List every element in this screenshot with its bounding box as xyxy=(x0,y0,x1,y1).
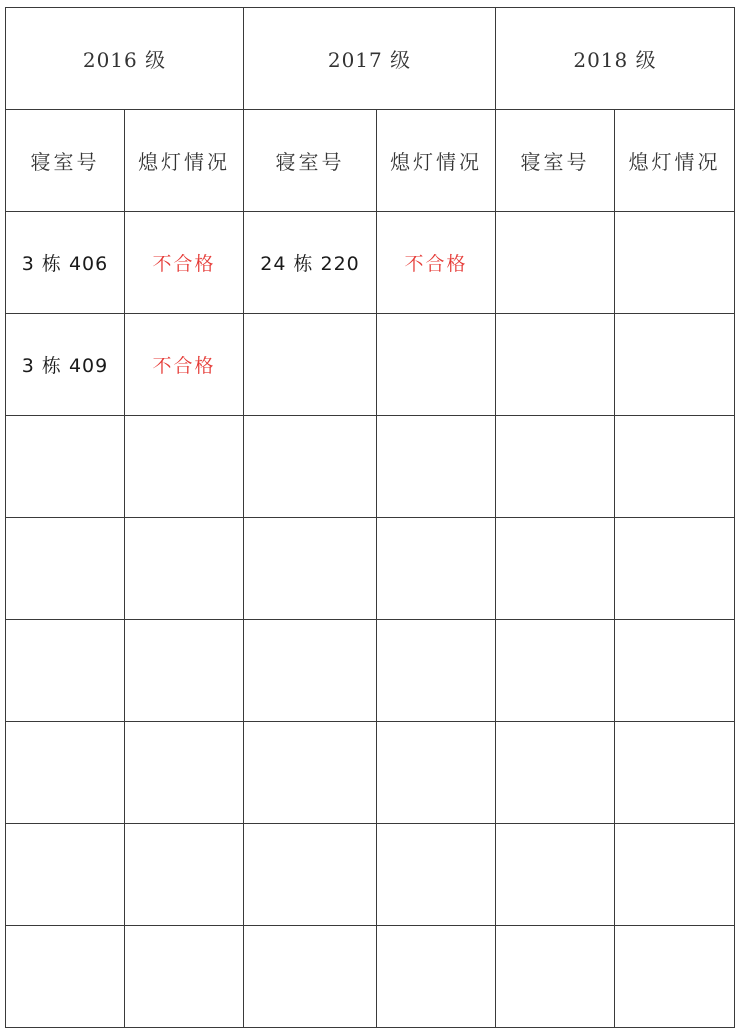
room-number-cell xyxy=(244,314,377,416)
lights-out-status-cell xyxy=(615,518,735,620)
room-number-cell xyxy=(244,722,377,824)
room-number-cell xyxy=(244,824,377,926)
table-row xyxy=(6,824,735,926)
table-row xyxy=(6,314,735,416)
room-number-cell xyxy=(496,824,615,926)
lights-out-status-cell xyxy=(125,824,244,926)
room-number-cell xyxy=(496,212,615,314)
room-number-cell xyxy=(496,620,615,722)
table-row xyxy=(6,722,735,824)
room-number-cell: 3 栋 409 xyxy=(6,314,125,416)
lights-out-inspection-table xyxy=(5,7,735,1028)
lights-out-status-header: 熄灯情况 xyxy=(615,110,735,212)
lights-out-status-cell xyxy=(125,620,244,722)
room-number-header: 寝室号 xyxy=(6,110,125,212)
room-number-cell: 24 栋 220 xyxy=(244,212,377,314)
room-number-cell xyxy=(496,722,615,824)
lights-out-status-cell xyxy=(615,620,735,722)
table-row xyxy=(6,926,735,1028)
lights-out-status-cell xyxy=(615,416,735,518)
lights-out-status-cell xyxy=(377,926,496,1028)
room-number-cell xyxy=(6,416,125,518)
room-number-cell xyxy=(6,926,125,1028)
lights-out-status-cell xyxy=(615,824,735,926)
lights-out-status-cell xyxy=(377,824,496,926)
lights-out-status-cell xyxy=(377,416,496,518)
lights-out-status-cell xyxy=(615,926,735,1028)
grade-header-2018: 2018 级 xyxy=(496,8,735,110)
lights-out-status-cell: 不合格 xyxy=(377,212,496,314)
room-number-cell xyxy=(6,518,125,620)
lights-out-status-cell: 不合格 xyxy=(125,212,244,314)
column-header-row xyxy=(6,110,735,212)
lights-out-status-cell xyxy=(125,518,244,620)
room-number-header: 寝室号 xyxy=(496,110,615,212)
room-number-cell xyxy=(6,722,125,824)
lights-out-status-cell: 不合格 xyxy=(125,314,244,416)
room-number-cell xyxy=(244,926,377,1028)
lights-out-status-cell xyxy=(377,518,496,620)
lights-out-status-cell xyxy=(125,416,244,518)
room-number-cell: 3 栋 406 xyxy=(6,212,125,314)
room-number-cell xyxy=(244,620,377,722)
room-number-cell xyxy=(496,416,615,518)
table-row xyxy=(6,416,735,518)
table-row xyxy=(6,212,735,314)
lights-out-status-cell xyxy=(615,212,735,314)
lights-out-status-header: 熄灯情况 xyxy=(377,110,496,212)
table-row xyxy=(6,518,735,620)
room-number-cell xyxy=(6,824,125,926)
lights-out-status-cell xyxy=(125,926,244,1028)
room-number-cell xyxy=(6,620,125,722)
room-number-header: 寝室号 xyxy=(244,110,377,212)
room-number-cell xyxy=(496,314,615,416)
grade-header-2017: 2017 级 xyxy=(244,8,496,110)
room-number-cell xyxy=(496,518,615,620)
room-number-cell xyxy=(496,926,615,1028)
lights-out-status-header: 熄灯情况 xyxy=(125,110,244,212)
room-number-cell xyxy=(244,416,377,518)
lights-out-status-cell xyxy=(377,620,496,722)
grade-header-row xyxy=(6,8,735,110)
grade-header-2016: 2016 级 xyxy=(6,8,244,110)
lights-out-status-cell xyxy=(615,314,735,416)
table-row xyxy=(6,620,735,722)
lights-out-status-cell xyxy=(377,722,496,824)
table-body xyxy=(6,212,735,1028)
lights-out-status-cell xyxy=(615,722,735,824)
lights-out-status-cell xyxy=(125,722,244,824)
lights-out-status-cell xyxy=(377,314,496,416)
room-number-cell xyxy=(244,518,377,620)
